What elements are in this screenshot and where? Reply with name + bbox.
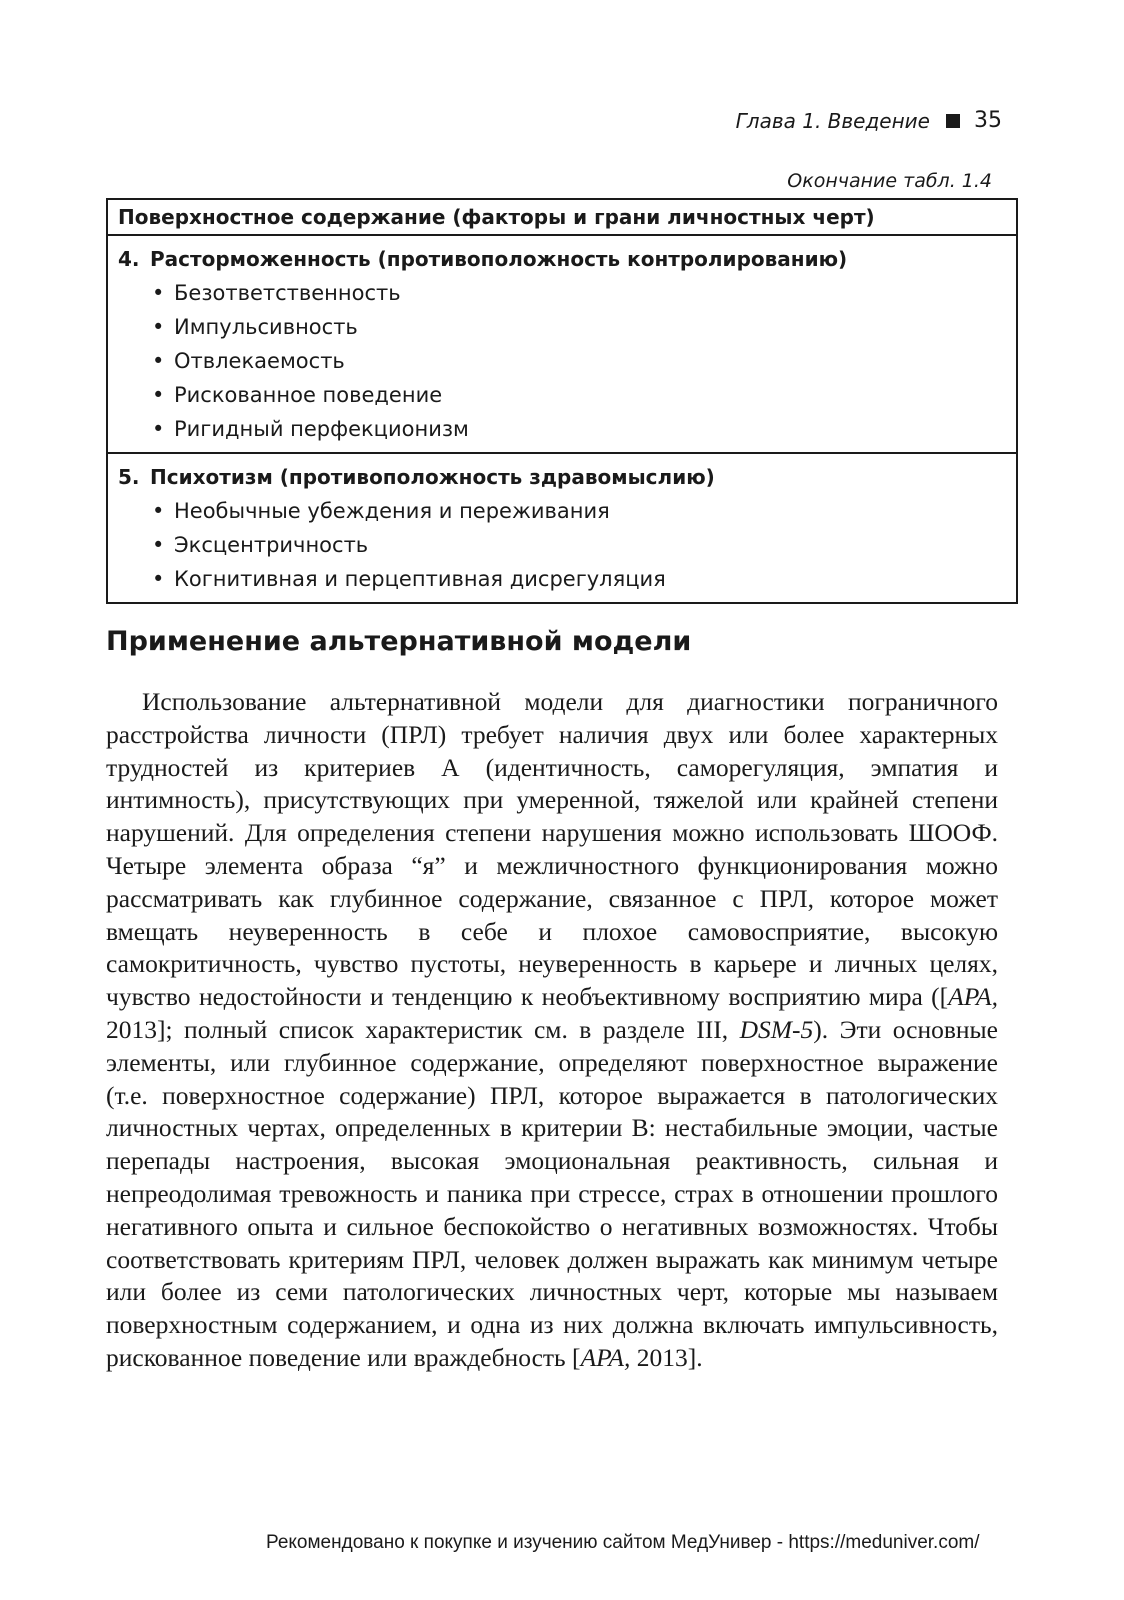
footer-note: Рекомендовано к покупке и изучению сайтом МедУнивер - https://meduniver.com/	[266, 1532, 980, 1553]
list-item: • Импульсивность	[152, 310, 1006, 344]
page-number: 35	[974, 108, 1002, 133]
section-number: 4.	[118, 247, 140, 271]
section-title-text: Расторможенность (противоположность контролированию)	[150, 247, 848, 271]
section-title	[118, 242, 1006, 276]
citation-ref: APA,	[948, 982, 998, 1012]
trait-list	[118, 276, 1006, 446]
section-number: 5.	[118, 465, 140, 489]
list-item: • Необычные убеждения и переживания	[152, 494, 1006, 528]
running-head	[736, 108, 1002, 133]
section-title-text: Психотизм (противоположность здравомыслию)	[150, 465, 715, 489]
list-item: • Рискованное поведение	[152, 378, 1006, 412]
paragraph-text: 2013].	[630, 1342, 703, 1372]
trait-list	[118, 494, 1006, 596]
table-section-psychoticism	[108, 452, 1016, 602]
list-item: • Безответственность	[152, 276, 1006, 310]
list-item: • Эксцентричность	[152, 528, 1006, 562]
paragraph-text: Использование альтернативной модели для диагностики пограничного расстройства личности (ПРЛ) требует наличия двух или более характерных трудностей из критериев А (идентичность, саморегуляция, эмпатия и интимность), присутствующих при умеренной, тяжелой или крайней степени нарушений. Для определения степени нарушения можно использовать ШООФ. Четыре элемента образа “я” и межличностного функционирования можно рассматривать как глубинное содержание, связанное с ПРЛ, которое может вмещать неуверенность в себе и плохое самовосприятие, высокую самокритичность, чувство пустоты, неуверенность в карьере и личных целях, чувство недостойности и тенденцию к необъективному восприятию мира ([	[106, 687, 998, 1012]
citation-ref: DSM-5	[739, 1014, 814, 1044]
body-paragraph	[106, 686, 998, 1375]
list-item: • Когнитивная и перцептивная дисрегуляция	[152, 562, 1006, 596]
paragraph-text: ). Эти основные элементы, или глубинное содержание, определяют поверхностное выражение (т.е. поверхностное содержание) ПРЛ, которое выражается в патологических личностных чертах, определенных в критерии В: нестабильные эмоции, частые перепады настроения, высокая эмоциональная реактивность, сильная и непреодолимая тревожность и паника при стрессе, страх в отношении прошлого негативного опыта и сильное беспокойство о негативных возможностях. Чтобы соответствовать критериям ПРЛ, человек должен выражать как минимум четыре или более из семи патологических личностных черт, которые мы называем поверхностным содержанием, и одна из них должна включать импульсивность, рискованное поведение или враждебность [	[106, 1014, 998, 1372]
table-section-disinhibition	[108, 236, 1016, 452]
square-bullet-icon	[946, 114, 960, 128]
table-caption: Окончание табл. 1.4	[787, 170, 992, 192]
list-item: • Отвлекаемость	[152, 344, 1006, 378]
section-title	[118, 460, 1006, 494]
list-item: • Ригидный перфекционизм	[152, 412, 1006, 446]
citation-ref: APA,	[580, 1342, 631, 1372]
chapter-title: Глава 1. Введение	[735, 108, 930, 133]
table-header: Поверхностное содержание (факторы и грани личностных черт)	[108, 200, 1016, 236]
trait-table	[106, 198, 1018, 604]
paragraph-text: 2013]; полный список характеристик см. в разделе III,	[106, 1014, 740, 1044]
section-heading: Применение альтернативной модели	[106, 626, 692, 657]
